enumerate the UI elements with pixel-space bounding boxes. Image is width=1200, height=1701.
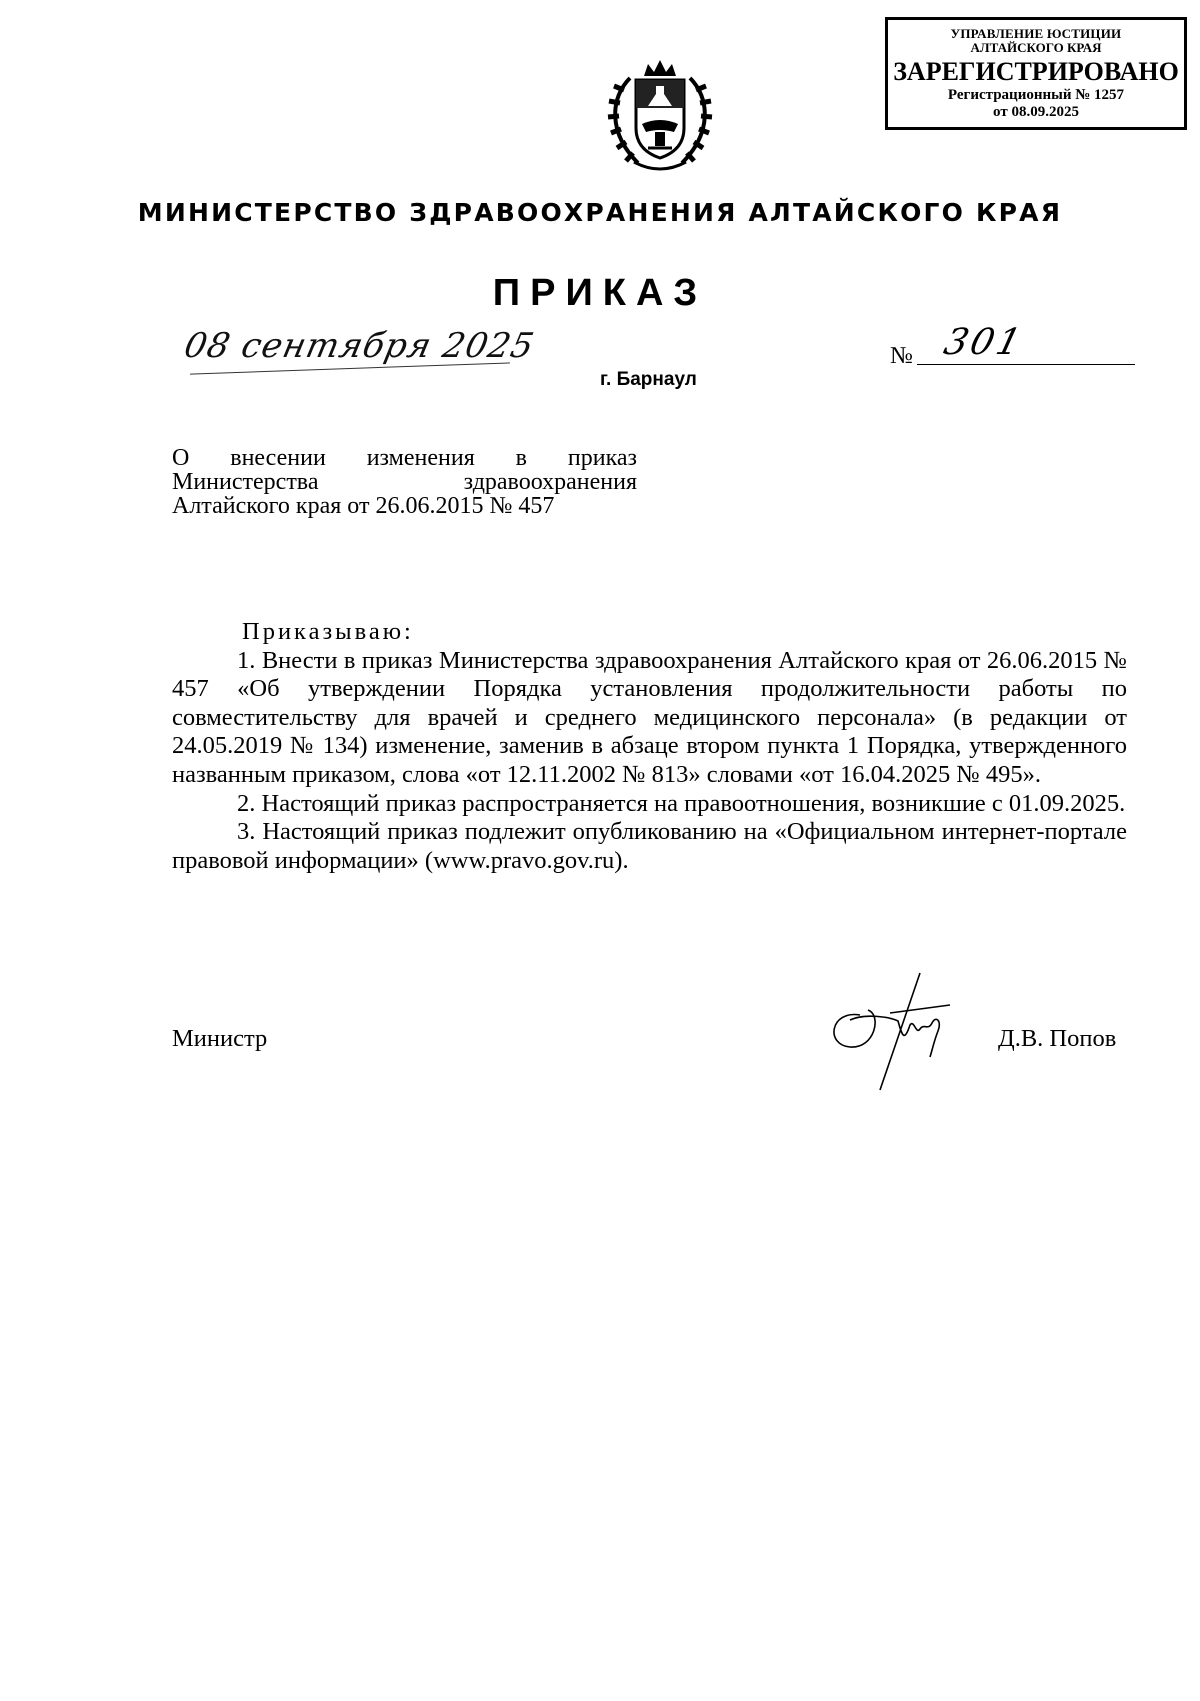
- order-item-2: 2. Настоящий приказ распространяется на правоотношения, возникшие с 01.09.2025.: [237, 789, 1126, 817]
- document-type: ПРИКАЗ: [492, 272, 708, 314]
- order-intro: Приказываю:: [242, 618, 414, 645]
- subject-line-3: Алтайского края от 26.06.2015 № 457: [172, 493, 555, 519]
- stamp-line-1: УПРАВЛЕНИЕ ЮСТИЦИИ: [950, 26, 1122, 41]
- coat-of-arms-icon: [600, 58, 720, 176]
- subject-line-1: О внесении изменения в приказ: [172, 445, 637, 471]
- order-date-handwritten: 08 сентября 2025: [180, 326, 539, 366]
- order-subject: [172, 446, 637, 518]
- order-item-3: 3. Настоящий приказ подлежит опубликованию на «Официальном интернет-портале правовой информации» (www.pravo.gov.ru).: [172, 818, 1127, 874]
- stamp-reg-date: от 08.09.2025: [993, 104, 1079, 120]
- order-body: [172, 618, 1127, 875]
- number-sign: №: [890, 343, 913, 369]
- registration-stamp: [885, 17, 1187, 130]
- stamp-reg-number: Регистрационный № 1257: [947, 87, 1125, 103]
- signer-position: Министр: [172, 1025, 268, 1052]
- stamp-status: ЗАРЕГИСТРИРОВАНО: [893, 57, 1179, 86]
- order-item-1: 1. Внести в приказ Министерства здравоохранения Алтайского края от 26.06.2015 № 457 «Об утверждении Порядка установления продолжительности работы по совместительству для врачей и среднего медицинского персонала» (в редакции от 24.05.2019 № 134) изменение, заменив в абзаце втором пункта 1 Порядка, утвержденного названным приказом, слова «от 12.11.2002 № 813» словами «от 16.04.2025 № 495».: [172, 646, 1127, 788]
- ministry-name: МИНИСТЕРСТВО ЗДРАВООХРАНЕНИЯ АЛТАЙСКОГО КРАЯ: [137, 198, 1063, 227]
- handwritten-signature-icon: [820, 965, 960, 1095]
- stamp-line-2: АЛТАЙСКОГО КРАЯ: [970, 40, 1102, 55]
- signer-name: Д.В. Попов: [998, 1025, 1117, 1052]
- city: г. Барнаул: [600, 369, 697, 390]
- number-underline: [917, 364, 1135, 365]
- order-number-handwritten: 301: [939, 322, 1028, 363]
- subject-line-2: Министерства здравоохранения: [172, 469, 637, 495]
